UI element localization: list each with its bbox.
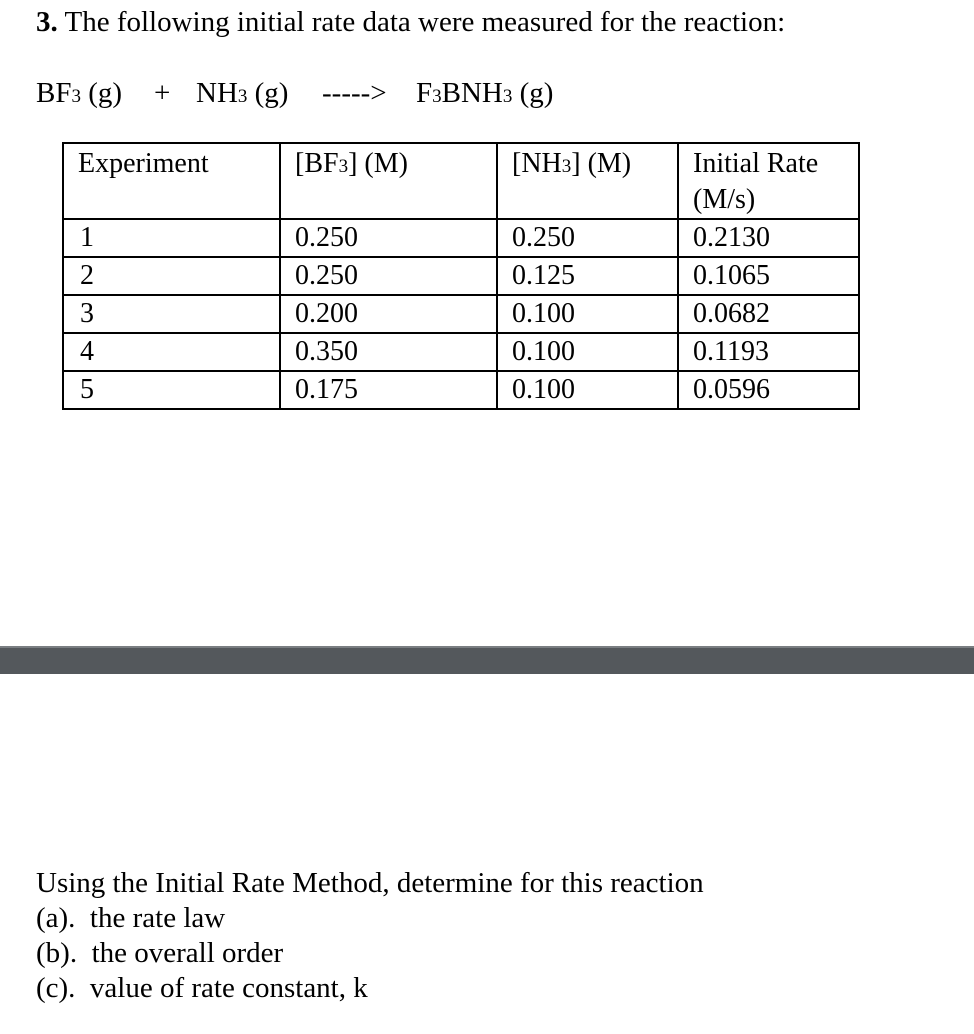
table-row <box>63 219 859 257</box>
header-experiment: Experiment <box>63 143 280 219</box>
question-text: The following initial rate data were measured for the reaction: <box>64 6 786 38</box>
table-row <box>63 333 859 371</box>
table-row <box>63 257 859 295</box>
header-bf3: [BF3] (M) <box>280 143 497 219</box>
reaction-arrow: -----> <box>322 77 387 109</box>
cell-rate: 0.2130 <box>678 219 859 257</box>
cell-rate: 0.0596 <box>678 371 859 409</box>
cell-experiment: 2 <box>63 257 280 295</box>
instruction-b: (b). the overall order <box>36 937 284 969</box>
cell-nh3: 0.125 <box>497 257 678 295</box>
reactant-nh3: NH3 (g) <box>196 77 289 109</box>
cell-bf3: 0.350 <box>280 333 497 371</box>
cell-rate: 0.0682 <box>678 295 859 333</box>
table-row <box>63 371 859 409</box>
table-header-row <box>63 143 859 219</box>
cell-bf3: 0.175 <box>280 371 497 409</box>
plus-sign: + <box>154 77 171 109</box>
question-heading <box>36 2 785 42</box>
cell-nh3: 0.100 <box>497 371 678 409</box>
cell-nh3: 0.100 <box>497 333 678 371</box>
cell-nh3: 0.250 <box>497 219 678 257</box>
instructions-block <box>36 866 704 1006</box>
product-f3bnh3: F3BNH3 (g) <box>416 77 554 109</box>
cell-experiment: 5 <box>63 371 280 409</box>
cell-bf3: 0.250 <box>280 257 497 295</box>
cell-experiment: 3 <box>63 295 280 333</box>
header-initial-rate: Initial Rate (M/s) <box>678 143 859 219</box>
rate-data-table <box>62 142 860 410</box>
question-number: 3. <box>36 6 58 38</box>
cell-bf3: 0.200 <box>280 295 497 333</box>
cell-bf3: 0.250 <box>280 219 497 257</box>
header-nh3: [NH3] (M) <box>497 143 678 219</box>
instruction-a: (a). the rate law <box>36 902 226 934</box>
cell-experiment: 1 <box>63 219 280 257</box>
table-row <box>63 295 859 333</box>
cell-rate: 0.1193 <box>678 333 859 371</box>
cell-rate: 0.1065 <box>678 257 859 295</box>
instruction-c: (c). value of rate constant, k <box>36 972 368 1004</box>
reactant-bf3: BF3 (g) <box>36 77 123 109</box>
instructions-intro: Using the Initial Rate Method, determine for this reaction <box>36 867 704 899</box>
cell-nh3: 0.100 <box>497 295 678 333</box>
cell-experiment: 4 <box>63 333 280 371</box>
page-divider-bar <box>0 646 974 674</box>
